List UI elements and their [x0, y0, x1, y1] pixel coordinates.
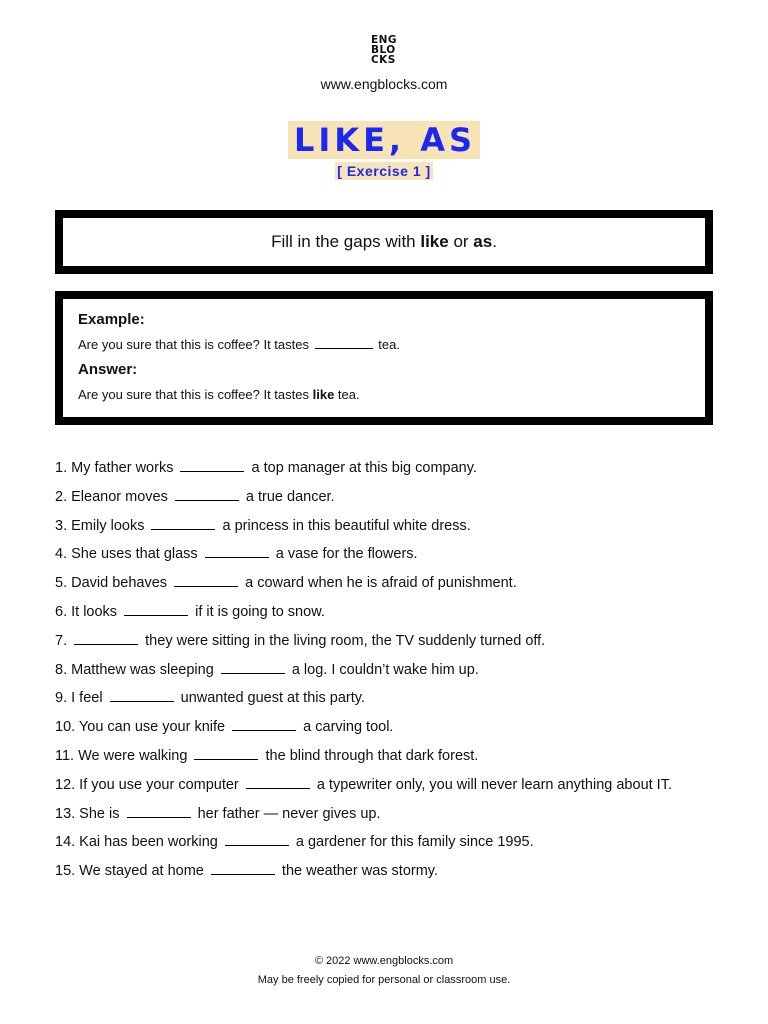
question-after: a princess in this beautiful white dress. [222, 517, 471, 534]
question-item [55, 544, 745, 573]
question-before: 10. You can use your knife [55, 719, 226, 736]
answer-label: Answer: [78, 361, 138, 378]
footer-copyright: © 2022 www.engblocks.com [314, 955, 454, 967]
logo-line-2: BLO [370, 44, 396, 56]
question-after: if it is going to snow. [195, 603, 325, 620]
title-wrap [0, 121, 768, 159]
answer-blank[interactable] [194, 747, 258, 760]
page-title: LIKE, AS [288, 121, 480, 159]
question-after: a coward when he is afraid of punishment. [245, 575, 517, 592]
example-label: Example: [78, 311, 145, 328]
answer-before: Are you sure that this is coffee? It tastes [78, 387, 313, 402]
question-after: a true dancer. [245, 488, 335, 505]
question-item [55, 573, 745, 602]
question-before: 13. She is [55, 805, 120, 822]
question-item [55, 602, 745, 631]
question-before: 2. Eleanor moves [55, 488, 168, 505]
question-after: a typewriter only, you will never learn anything about IT. [316, 776, 672, 793]
answer-blank[interactable] [124, 603, 188, 616]
question-before: 12. If you use your computer [55, 776, 239, 793]
question-item [55, 861, 745, 890]
instruction-prefix: Fill in the gaps with [271, 232, 421, 251]
logo-text [371, 35, 397, 65]
answer-blank[interactable] [232, 718, 296, 731]
logo-line-3: CKS [370, 54, 396, 66]
instruction-suffix: . [492, 232, 497, 251]
instruction-word-like: like [420, 232, 449, 251]
question-item [55, 631, 745, 660]
answer-word: like [312, 387, 335, 402]
question-before: 11. We were walking [55, 747, 188, 764]
question-before: 14. Kai has been working [55, 834, 218, 851]
question-before: 4. She uses that glass [55, 546, 198, 563]
question-after: a top manager at this big company. [251, 460, 477, 476]
question-after: her father — never gives up. [197, 805, 381, 822]
answer-blank[interactable] [151, 517, 215, 530]
question-after: the blind through that dark forest. [265, 747, 479, 764]
exercise-subtitle: [ Exercise 1 ] [337, 163, 431, 179]
instruction-word-as: as [473, 232, 493, 251]
site-url: www.engblocks.com [320, 76, 448, 92]
question-item [55, 832, 745, 861]
engblocks-logo [0, 35, 768, 65]
example-before: Are you sure that this is coffee? It tastes [78, 337, 309, 352]
example-after: tea. [378, 337, 400, 352]
answer-blank[interactable] [74, 632, 138, 645]
answer-blank[interactable] [110, 689, 174, 702]
question-after: a vase for the flowers. [275, 546, 418, 563]
question-item [55, 458, 745, 487]
answer-blank[interactable] [180, 459, 244, 472]
footer-note: May be freely copied for personal or classroom use. [257, 974, 511, 986]
answer-blank[interactable] [175, 488, 239, 501]
question-item [55, 516, 745, 545]
question-item [55, 717, 745, 746]
question-item [55, 660, 745, 689]
answer-blank[interactable] [211, 862, 275, 875]
question-before: 8. Matthew was sleeping [55, 661, 214, 678]
question-before: 3. Emily looks [55, 517, 145, 534]
question-after: a gardener for this family since 1995. [295, 834, 534, 851]
footer [0, 952, 768, 990]
question-before: 9. I feel [55, 690, 103, 707]
logo-line-1: ENG [370, 34, 398, 46]
question-item [55, 746, 745, 775]
question-item [55, 487, 745, 516]
question-after: a carving tool. [303, 719, 394, 736]
answer-blank[interactable] [221, 661, 285, 674]
answer-sentence [78, 387, 690, 403]
answer-blank[interactable] [205, 545, 269, 558]
answer-blank[interactable] [127, 805, 191, 818]
instruction-text [271, 232, 497, 252]
question-before: 1. My father works [55, 460, 174, 476]
question-item [55, 804, 745, 833]
question-after: they were sitting in the living room, the TV suddenly turned off. [145, 632, 546, 649]
question-list [55, 458, 745, 890]
question-before: 7. [55, 632, 68, 649]
question-item [55, 688, 745, 717]
question-after: a log. I couldn’t wake him up. [291, 661, 479, 678]
question-before: 15. We stayed at home [55, 863, 204, 880]
answer-blank[interactable] [174, 574, 238, 587]
instruction-box [55, 210, 713, 274]
subtitle-wrap [0, 162, 768, 180]
example-sentence [78, 337, 690, 353]
example-blank [315, 338, 373, 349]
question-after: unwanted guest at this party. [180, 690, 365, 707]
instruction-middle: or [448, 232, 474, 251]
question-before: 5. David behaves [55, 575, 168, 592]
question-before: 6. It looks [55, 603, 118, 620]
answer-blank[interactable] [225, 833, 289, 846]
answer-after: tea. [334, 387, 360, 402]
question-after: the weather was stormy. [281, 863, 438, 880]
question-item [55, 775, 745, 804]
answer-blank[interactable] [246, 776, 310, 789]
example-box [55, 291, 713, 425]
